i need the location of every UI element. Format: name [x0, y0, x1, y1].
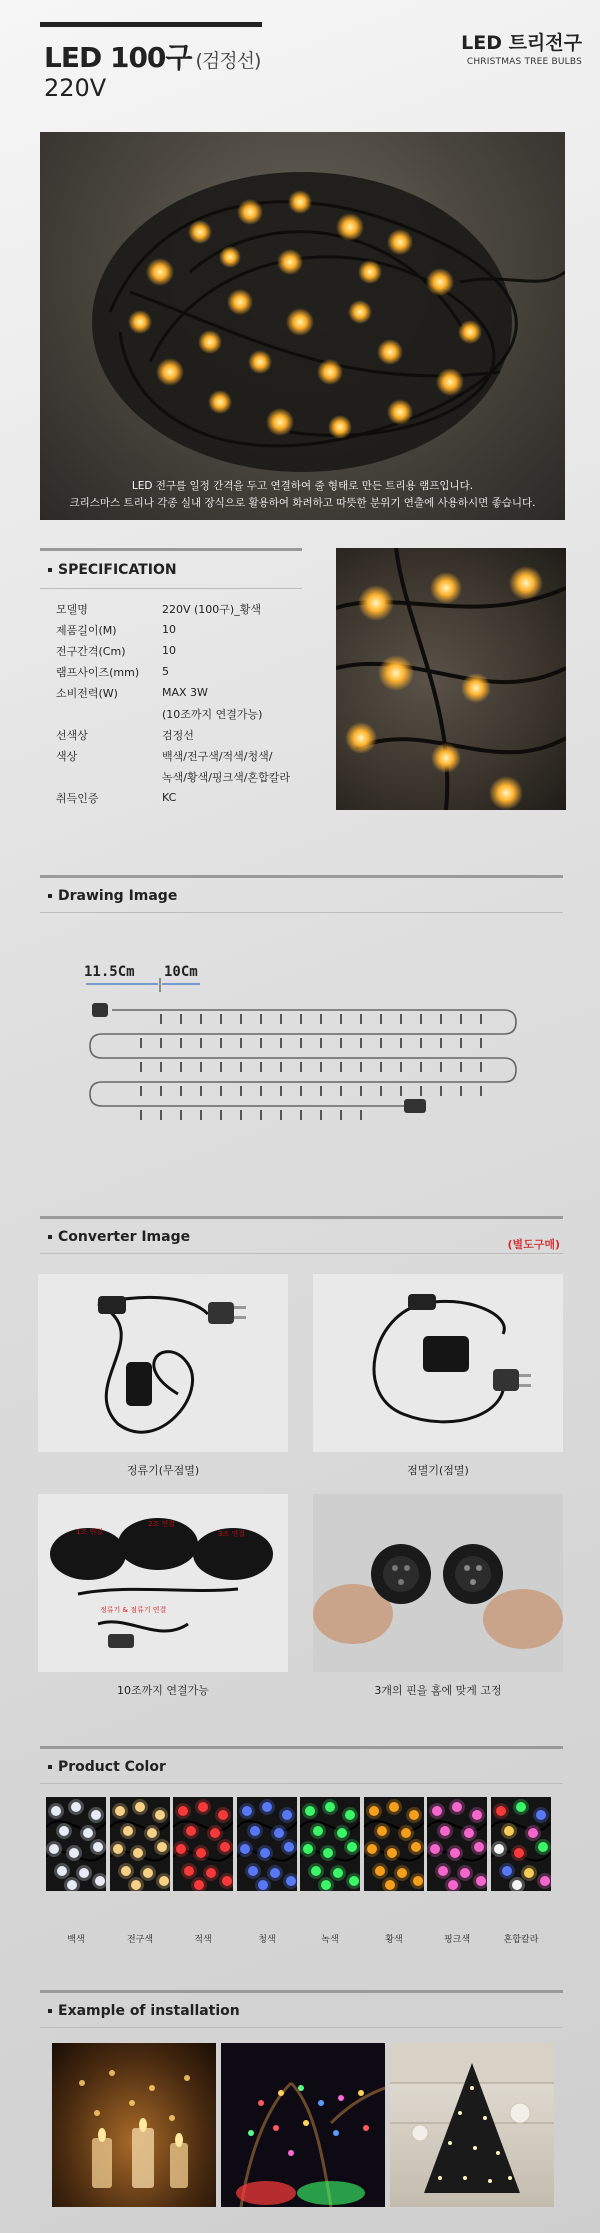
chain-tag-link: 정류기 & 점류기 연결: [100, 1606, 167, 1614]
spec-value: (10조까지 연결가능): [162, 707, 263, 721]
spec-value: MAX 3W: [162, 686, 208, 699]
spec-row: [56, 619, 316, 640]
dim-label-first: 11.5Cm: [84, 964, 135, 980]
separate-purchase-note: (별도구매): [507, 1238, 560, 1251]
plug-connector-start: [92, 1003, 108, 1017]
plug-connector-end: [404, 1099, 426, 1113]
spec-closeup-photo: [336, 548, 566, 810]
rectifier-illustration: [38, 1274, 288, 1452]
chain-connection-photo: [38, 1494, 288, 1672]
spec-row: [56, 787, 316, 808]
swatch-bulbs: [491, 1797, 551, 1891]
product-voltage: 220V: [44, 74, 107, 102]
spec-divider: [40, 548, 302, 551]
candle-scene-illustration: [52, 2043, 216, 2207]
installation-photo-trees: [221, 2043, 385, 2207]
converter-title: Converter Image: [48, 1229, 190, 1245]
color-swatch: [110, 1797, 170, 1891]
spec-key: 색상: [56, 749, 78, 763]
chain-tag-1: 1조 연결: [76, 1528, 103, 1536]
flasher-illustration: [313, 1274, 563, 1452]
spec-row: [56, 724, 316, 745]
color-swatch-label: 백색: [67, 1935, 85, 1945]
led-closeup-illustration: [336, 548, 566, 810]
dim-label-spacing: 10Cm: [164, 964, 198, 980]
installation-photo-candles: [52, 2043, 216, 2207]
flasher-photo: [313, 1274, 563, 1452]
color-swatch: [173, 1797, 233, 1891]
color-swatch-label: 핑크색: [443, 1935, 471, 1945]
converter-divider: [40, 1216, 563, 1219]
spec-value: 220V (100구)_황색: [162, 602, 261, 616]
color-swatch-label: 황색: [385, 1935, 403, 1945]
product-title-sub: (검정선): [195, 50, 261, 72]
swatch-bulbs: [300, 1797, 360, 1891]
spec-title: SPECIFICATION: [48, 562, 177, 578]
swatch-bulbs: [46, 1797, 106, 1891]
spec-key: 전구간격(Cm): [56, 644, 126, 658]
spec-value: 백색/전구색/적색/청색/: [162, 749, 273, 763]
pin-caption: 3개의 핀을 홈에 맞게 고정: [374, 1684, 502, 1697]
rectifier-photo: [38, 1274, 288, 1452]
chain-caption: 10조까지 연결가능: [117, 1684, 209, 1697]
dimension-arrows: [86, 978, 200, 992]
led-string-illustration: [40, 132, 565, 520]
color-swatch: [300, 1797, 360, 1891]
pin-connector-photo: [313, 1494, 563, 1672]
rectifier-caption: 정류기(무점멸): [126, 1464, 200, 1477]
color-swatch-label: 녹색: [321, 1935, 339, 1945]
swatch-bulbs: [110, 1797, 170, 1891]
color-swatch: [237, 1797, 297, 1891]
spec-underline: [40, 588, 302, 589]
spec-value: 10: [162, 623, 176, 636]
product-title: [44, 36, 260, 76]
drawing-divider: [40, 875, 563, 878]
pin-connector-illustration: [313, 1494, 563, 1672]
installation-title: Example of installation: [48, 2003, 240, 2019]
spec-row: [56, 745, 316, 766]
spec-value: 10: [162, 644, 176, 657]
color-swatch: [491, 1797, 551, 1891]
brand-english: CHRISTMAS TREE BULBS: [466, 57, 582, 67]
spec-row: [56, 703, 316, 724]
wiring-diagram: [84, 958, 524, 1168]
installation-underline: [40, 2027, 563, 2028]
spec-row: [56, 766, 316, 787]
swatch-bulbs: [427, 1797, 487, 1891]
spec-row: [56, 598, 316, 619]
spec-row: [56, 640, 316, 661]
spec-key: 선색상: [56, 728, 88, 742]
spec-value: KC: [162, 791, 177, 804]
tree-lights-illustration: [221, 2043, 385, 2207]
spec-table: [56, 598, 316, 808]
spec-value: 5: [162, 665, 169, 678]
brand-block: [461, 28, 582, 67]
hero-caption-line1: LED 전구를 일정 간격을 두고 연결하여 줄 형태로 만든 트리용 램프입니다.: [131, 480, 474, 492]
wire-path: [90, 1010, 516, 1106]
swatch-bulbs: [237, 1797, 297, 1891]
color-swatch-label: 혼합칼라: [503, 1935, 539, 1945]
swatch-bulbs: [364, 1797, 424, 1891]
bulb-markers: [140, 1014, 482, 1120]
spec-row: [56, 661, 316, 682]
spec-key: 소비전력(W): [56, 686, 118, 700]
chain-tag-3: 3조 연결: [218, 1530, 245, 1538]
color-divider: [40, 1746, 563, 1749]
color-underline: [40, 1783, 563, 1784]
installation-divider: [40, 1990, 563, 1993]
color-swatch-label: 청색: [258, 1935, 276, 1945]
color-title: Product Color: [48, 1759, 166, 1775]
swatch-bulbs: [173, 1797, 233, 1891]
chain-tag-2: 2조 연결: [148, 1520, 175, 1528]
hero-caption-line2: 크리스마스 트리나 각종 실내 장식으로 활용하여 화려하고 따뜻한 분위기 연출에 사용하시면 좋습니다.: [69, 497, 536, 509]
color-swatch: [46, 1797, 106, 1891]
chain-connection-illustration: [38, 1494, 288, 1672]
converter-underline: [40, 1253, 563, 1254]
header-top-bar: [40, 22, 262, 27]
spec-key: 제품길이(M): [56, 623, 117, 637]
flasher-caption: 점멸기(점멸): [407, 1464, 469, 1477]
hero-photo: [40, 132, 565, 520]
color-swatch-label: 적색: [194, 1935, 212, 1945]
color-swatch-label: 전구색: [126, 1935, 154, 1945]
color-swatch: [427, 1797, 487, 1891]
drawing-title: Drawing Image: [48, 888, 177, 904]
spec-key: 취득인증: [56, 791, 99, 805]
drawing-underline: [40, 912, 563, 913]
hero-caption: [40, 478, 565, 512]
product-title-main: LED 100구: [44, 41, 192, 74]
mall-tree-illustration: [390, 2043, 554, 2207]
installation-photo-mall-tree: [390, 2043, 554, 2207]
color-swatch: [364, 1797, 424, 1891]
spec-value: 검정선: [162, 728, 194, 742]
wiring-diagram-svg: [84, 958, 524, 1168]
spec-key: 램프사이즈(mm): [56, 665, 140, 679]
spec-value: 녹색/황색/핑크색/혼합칼라: [162, 770, 291, 784]
brand-korean: LED 트리전구: [461, 32, 582, 54]
spec-row: [56, 682, 316, 703]
spec-key: 모델명: [56, 602, 88, 616]
